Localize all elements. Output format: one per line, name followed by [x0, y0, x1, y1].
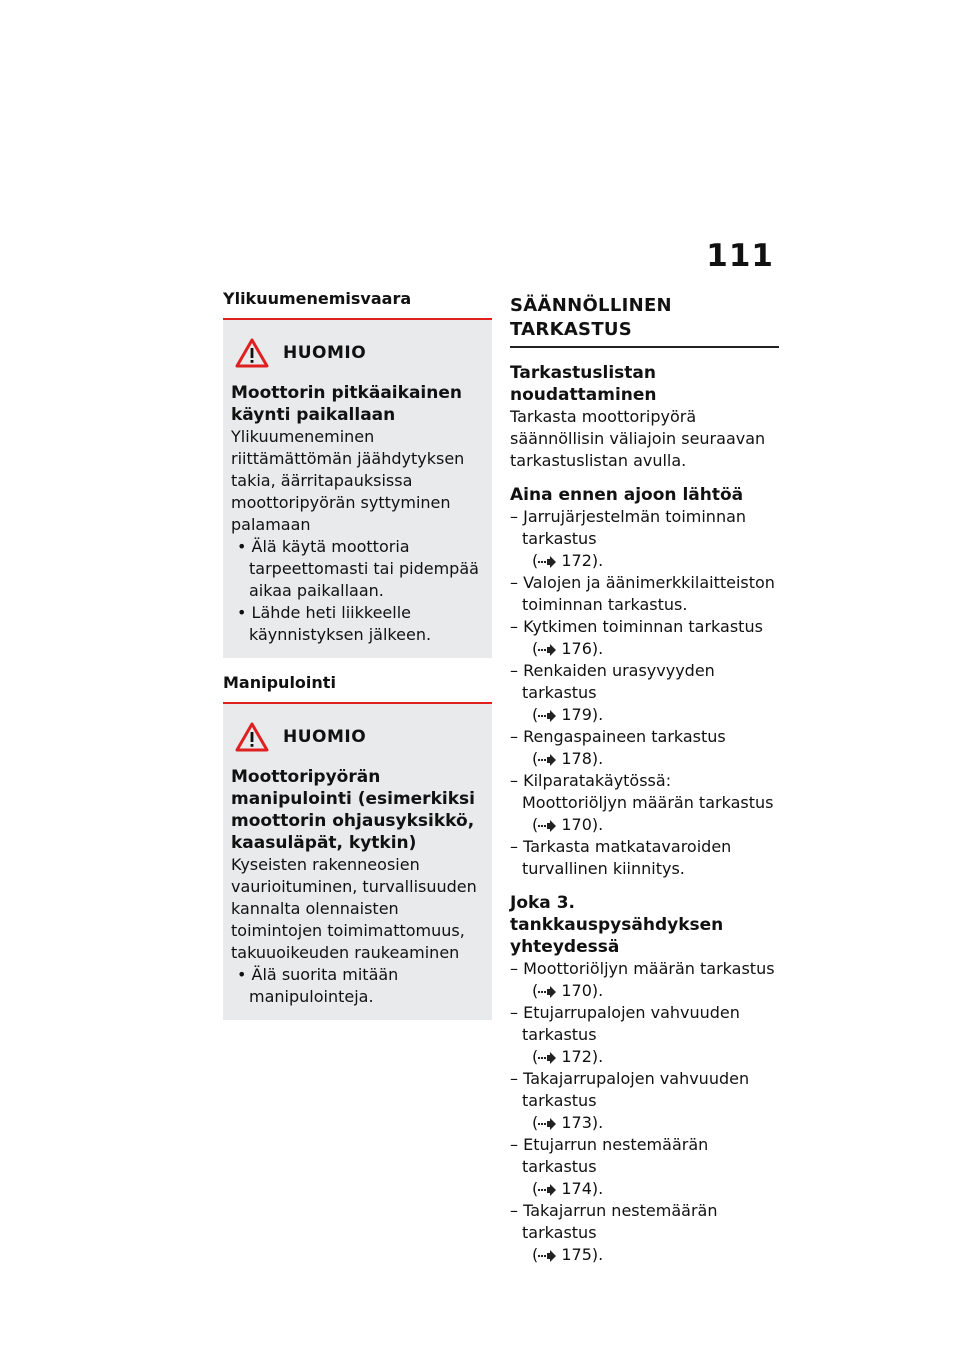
- notice-text: Ylikuumeneminen riittämättömän jäähdytyksen takia, äärritapauksissa moottoripyörän syttyminen palamaan: [231, 427, 465, 534]
- page-reference[interactable]: ( 172).: [532, 1047, 604, 1066]
- notice-text: Kyseisten rakenneosien vaurioituminen, turvallisuuden kannalta olennaisten toimintojen toimimattomuus, takuuoikeuden raukeaminen: [231, 855, 477, 962]
- checklist-item-text: Kytkimen toiminnan tarkastus: [523, 617, 763, 636]
- checklist-item: – Rengaspaineen tarkastus ( 178).: [510, 726, 779, 770]
- section-title-manipulation: Manipulointi: [223, 672, 492, 704]
- page-reference-number: 178).: [556, 749, 604, 768]
- subheading-checklist: Tarkastuslistan noudattaminen: [510, 363, 657, 405]
- left-column: [223, 288, 492, 1020]
- checklist-item-text: Rengaspaineen tarkastus: [523, 727, 726, 746]
- notice-header: [235, 338, 484, 368]
- page-reference[interactable]: ( 179).: [532, 705, 604, 724]
- page-reference[interactable]: ( 176).: [532, 639, 604, 658]
- page-reference[interactable]: ( 174).: [532, 1179, 604, 1198]
- page-reference-arrow-icon: [538, 1250, 556, 1262]
- page-reference-arrow-icon: [538, 754, 556, 766]
- checklist-item: – Renkaiden urasyvyyden tarkastus ( 179).: [510, 660, 779, 726]
- page-reference-arrow-icon: [538, 710, 556, 722]
- notice-label: HUOMIO: [283, 727, 367, 747]
- checklist-item: – Etujarrun nestemäärän tarkastus ( 174).: [510, 1134, 779, 1200]
- section-title-regular-inspection: SÄÄNNÖLLINEN TARKASTUS: [510, 294, 779, 348]
- page-reference-number: 176).: [556, 639, 604, 658]
- page-reference-arrow-icon: [538, 1118, 556, 1130]
- page-reference-number: 174).: [556, 1179, 604, 1198]
- subheading-before-ride: Aina ennen ajoon lähtöä: [510, 485, 744, 505]
- notice-header: [235, 722, 484, 752]
- page-number: 111: [706, 238, 774, 274]
- page-reference[interactable]: ( 172).: [532, 551, 604, 570]
- checklist-item: – Etujarrupalojen vahvuuden tarkastus ( 172).: [510, 1002, 779, 1068]
- page-reference-number: 179).: [556, 705, 604, 724]
- page-reference[interactable]: ( 173).: [532, 1113, 604, 1132]
- page-reference-arrow-icon: [538, 556, 556, 568]
- checklist-item: – Moottoriöljyn määrän tarkastus ( 170).: [510, 958, 779, 1002]
- checklist-item-text: Kilparatakäytössä: Moottoriöljyn määrän tarkastus: [522, 771, 774, 812]
- page-reference-arrow-icon: [538, 986, 556, 998]
- checklist-item-text: Takajarrupalojen vahvuuden tarkastus: [522, 1069, 750, 1110]
- section-title-overheating: Ylikuumenemisvaara: [223, 288, 492, 320]
- checklist-item: – Jarrujärjestelmän toiminnan tarkastus ( 172).: [510, 506, 779, 572]
- notice-box-overheating: [223, 320, 492, 658]
- page-reference-number: 170).: [556, 981, 604, 1000]
- checklist-item: – Tarkasta matkatavaroiden turvallinen kiinnitys.: [510, 837, 732, 878]
- right-column: [510, 294, 779, 1266]
- checklist-item-text: Jarrujärjestelmän toiminnan tarkastus: [522, 507, 747, 548]
- notice-heading: Moottorin pitkäaikainen käynti paikallaan: [231, 383, 462, 425]
- page-reference-arrow-icon: [538, 1052, 556, 1064]
- warning-triangle-icon: [235, 722, 269, 752]
- checklist-item-text: Etujarrupalojen vahvuuden tarkastus: [522, 1003, 740, 1044]
- checklist-item-text: Etujarrun nestemäärän tarkastus: [522, 1135, 709, 1176]
- notice-bullet: • Älä käytä moottoria tarpeettomasti tai pidempää aikaa paikallaan.: [237, 537, 479, 600]
- checklist-item: – Kilparatakäytössä: Moottoriöljyn määrän tarkastus ( 170).: [510, 770, 779, 836]
- checklist-item: – Takajarrupalojen vahvuuden tarkastus ( 173).: [510, 1068, 779, 1134]
- page-reference-number: 172).: [556, 1047, 604, 1066]
- notice-bullet: • Älä suorita mitään manipulointeja.: [237, 965, 399, 1006]
- checklist-item-text: Renkaiden urasyvyyden tarkastus: [522, 661, 715, 702]
- checklist-item-text: Tarkasta matkatavaroiden turvallinen kiinnitys.: [522, 837, 732, 878]
- checklist-before-ride: [510, 506, 779, 880]
- page-reference[interactable]: ( 170).: [532, 815, 604, 834]
- notice-box-manipulation: [223, 704, 492, 1020]
- notice-bullet: • Lähde heti liikkeelle käynnistyksen jälkeen.: [237, 603, 432, 644]
- checklist-item-text: Valojen ja äänimerkkilaitteiston toiminnan tarkastus.: [522, 573, 775, 614]
- page-reference-arrow-icon: [538, 644, 556, 656]
- notice-label: HUOMIO: [283, 343, 367, 363]
- page-reference-number: 175).: [556, 1245, 604, 1264]
- checklist-item: – Kytkimen toiminnan tarkastus ( 176).: [510, 616, 779, 660]
- intro-text: Tarkasta moottoripyörä säännöllisin väliajoin seuraavan tarkastuslistan avulla.: [510, 407, 766, 470]
- page-reference-arrow-icon: [538, 1184, 556, 1196]
- checklist-item-text: Takajarrun nestemäärän tarkastus: [522, 1201, 718, 1242]
- checklist-every-third-refuel: [510, 958, 779, 1266]
- checklist-item: – Valojen ja äänimerkkilaitteiston toiminnan tarkastus.: [510, 573, 775, 614]
- checklist-item: – Takajarrun nestemäärän tarkastus ( 175).: [510, 1200, 779, 1266]
- subheading-every-third-refuel: Joka 3. tankkauspysähdyksen yhteydessä: [510, 893, 724, 957]
- notice-heading: Moottoripyörän manipulointi (esimerkiksi moottorin ohjausyksikkö, kaasuläpät, kytkin): [231, 767, 475, 853]
- page-reference-number: 172).: [556, 551, 604, 570]
- checklist-item-text: Moottoriöljyn määrän tarkastus: [523, 959, 775, 978]
- page-reference[interactable]: ( 178).: [532, 749, 604, 768]
- page-reference-number: 173).: [556, 1113, 604, 1132]
- warning-triangle-icon: [235, 338, 269, 368]
- page-reference-number: 170).: [556, 815, 604, 834]
- page-reference[interactable]: ( 175).: [532, 1245, 604, 1264]
- page-reference-arrow-icon: [538, 820, 556, 832]
- page-reference[interactable]: ( 170).: [532, 981, 604, 1000]
